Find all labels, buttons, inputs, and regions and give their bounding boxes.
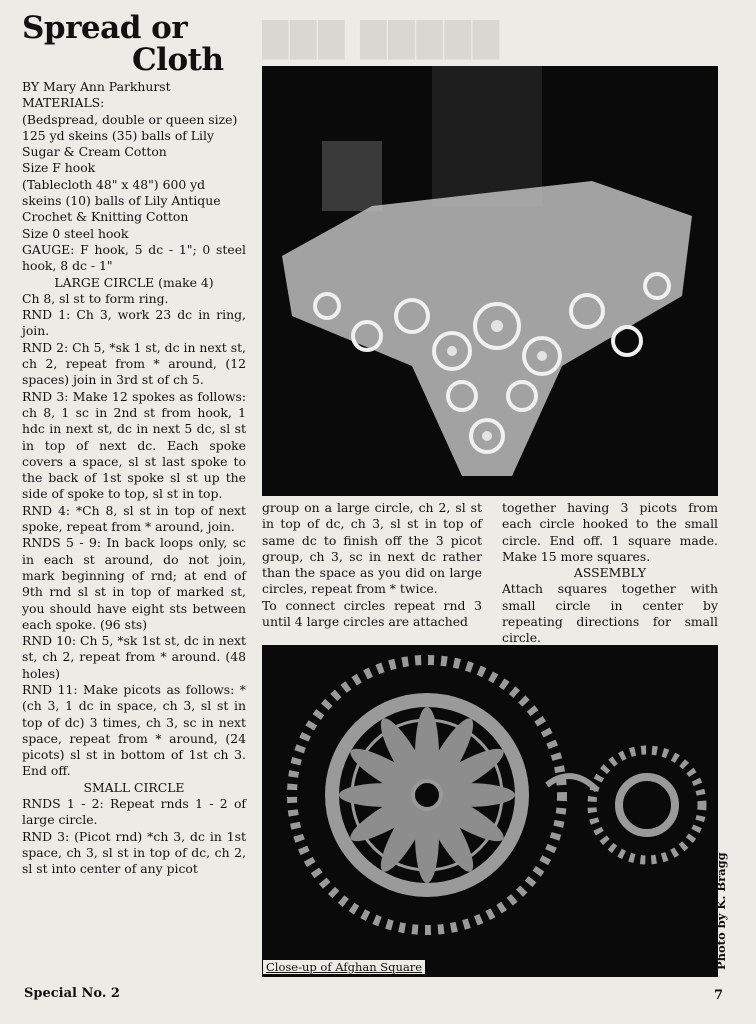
bedspread-photo-illustration <box>262 66 718 496</box>
bedspread-photo <box>262 66 718 496</box>
large-circle-heading: LARGE CIRCLE (make 4) <box>54 274 214 290</box>
instruction-rnd-1: RND 1: Ch 3, work 23 dc in ring, join. <box>22 307 246 339</box>
title-line-2: Cloth <box>132 42 224 78</box>
text-column-1 <box>22 79 246 878</box>
page-title <box>22 12 242 76</box>
afghan-square-illustration <box>262 645 718 977</box>
gauge: GAUGE: F hook, 5 dc - 1"; 0 steel hook, 8 dc - 1" <box>22 241 246 274</box>
col2-paragraph-2: To connect circles repeat rnd 3 until 4 large circles are attached <box>262 597 482 630</box>
page-number: 7 <box>714 988 724 1003</box>
title-line-1: Spread or <box>22 10 188 46</box>
materials-hook-0: Size 0 steel hook <box>22 225 129 241</box>
byline: BY Mary Ann Parkhurst <box>22 79 171 94</box>
instruction-small-rnds-1-2: RNDS 1 - 2: Repeat rnds 1 - 2 of large circle. <box>22 796 246 828</box>
col2-paragraph-1: group on a large circle, ch 2, sl st in top of dc, ch 3, sl st in top of same dc to finish off the 3 picot group, ch 3, sc in next dc rather than the space as you did on large circles, repeat from * twice. <box>262 500 482 597</box>
materials-heading: MATERIALS: <box>22 95 105 111</box>
instruction-rnd-3: RND 3: Make 12 spokes as follows: ch 8, 1 sc in 2nd st from hook, 1 hdc in next st, dc in next 5 dc, sl st in top of next dc. Each spoke covers a space, sl st last spoke to the back of 1st spoke sl st up the side of spoke to top, sl st in top. <box>22 388 246 502</box>
materials-bedspread: (Bedspread, double or queen size) 125 yd skeins (35) balls of Lily Sugar & Cream Cotton <box>22 111 238 160</box>
col3-paragraph-2: Attach squares together with small circle in center by repeating directions for small circle. <box>502 581 718 646</box>
instruction-small-rnd-3: RND 3: (Picot rnd) *ch 3, dc in 1st space, ch 3, sl st in top of dc, ch 2, sl st into center of any picot <box>22 828 246 877</box>
text-column-2 <box>262 500 482 630</box>
instruction-start: Ch 8, sl st to form ring. <box>22 290 169 306</box>
afghan-square-photo <box>262 645 718 977</box>
instruction-rnd-11: RND 11: Make picots as follows: *(ch 3, 1 dc in space, ch 3, sl st in top of dc) 3 times, ch 3, sc in next space, repeat from * around, (24 picots) sl st in bottom of 1st ch 3. End off. <box>22 681 246 779</box>
materials-tablecloth: (Tablecloth 48" x 48") 600 yd skeins (10) balls of Lily Antique Crochet & Knitting Cotton <box>22 176 221 225</box>
photo-caption: Close-up of Afghan Square <box>263 960 425 974</box>
instruction-rnds-5-9: RNDS 5 - 9: In back loops only, sc in each st around, do not join, mark beginning of rnd; at end of 9th rnd sl st in top of marked st, you should have eight sts between each spoke. (96 sts) <box>22 535 246 632</box>
instruction-rnd-2: RND 2: Ch 5, *sk 1 st, dc in next st, ch 2, repeat from * around, (12 spaces) join in 3rd st of ch 5. <box>22 339 246 388</box>
text-column-3 <box>502 500 718 647</box>
photo-credit: Photo by K. Bragg <box>714 852 728 970</box>
bleed-through-text: ███ █████ <box>262 20 502 60</box>
materials-hook-f: Size F hook <box>22 160 96 176</box>
instruction-rnd-10: RND 10: Ch 5, *sk 1st st, dc in next st, ch 2, repeat from * around. (48 holes) <box>22 633 246 681</box>
small-circle-heading: SMALL CIRCLE <box>83 779 185 795</box>
issue-label: Special No. 2 <box>24 986 120 1001</box>
instruction-rnd-4: RND 4: *Ch 8, sl st in top of next spoke, repeat from * around, join. <box>22 502 246 535</box>
col3-paragraph-1: together having 3 picots from each circle hooked to the small circle. End off. 1 square made. Make 15 more squares. <box>502 500 718 564</box>
assembly-heading: ASSEMBLY <box>573 565 647 581</box>
